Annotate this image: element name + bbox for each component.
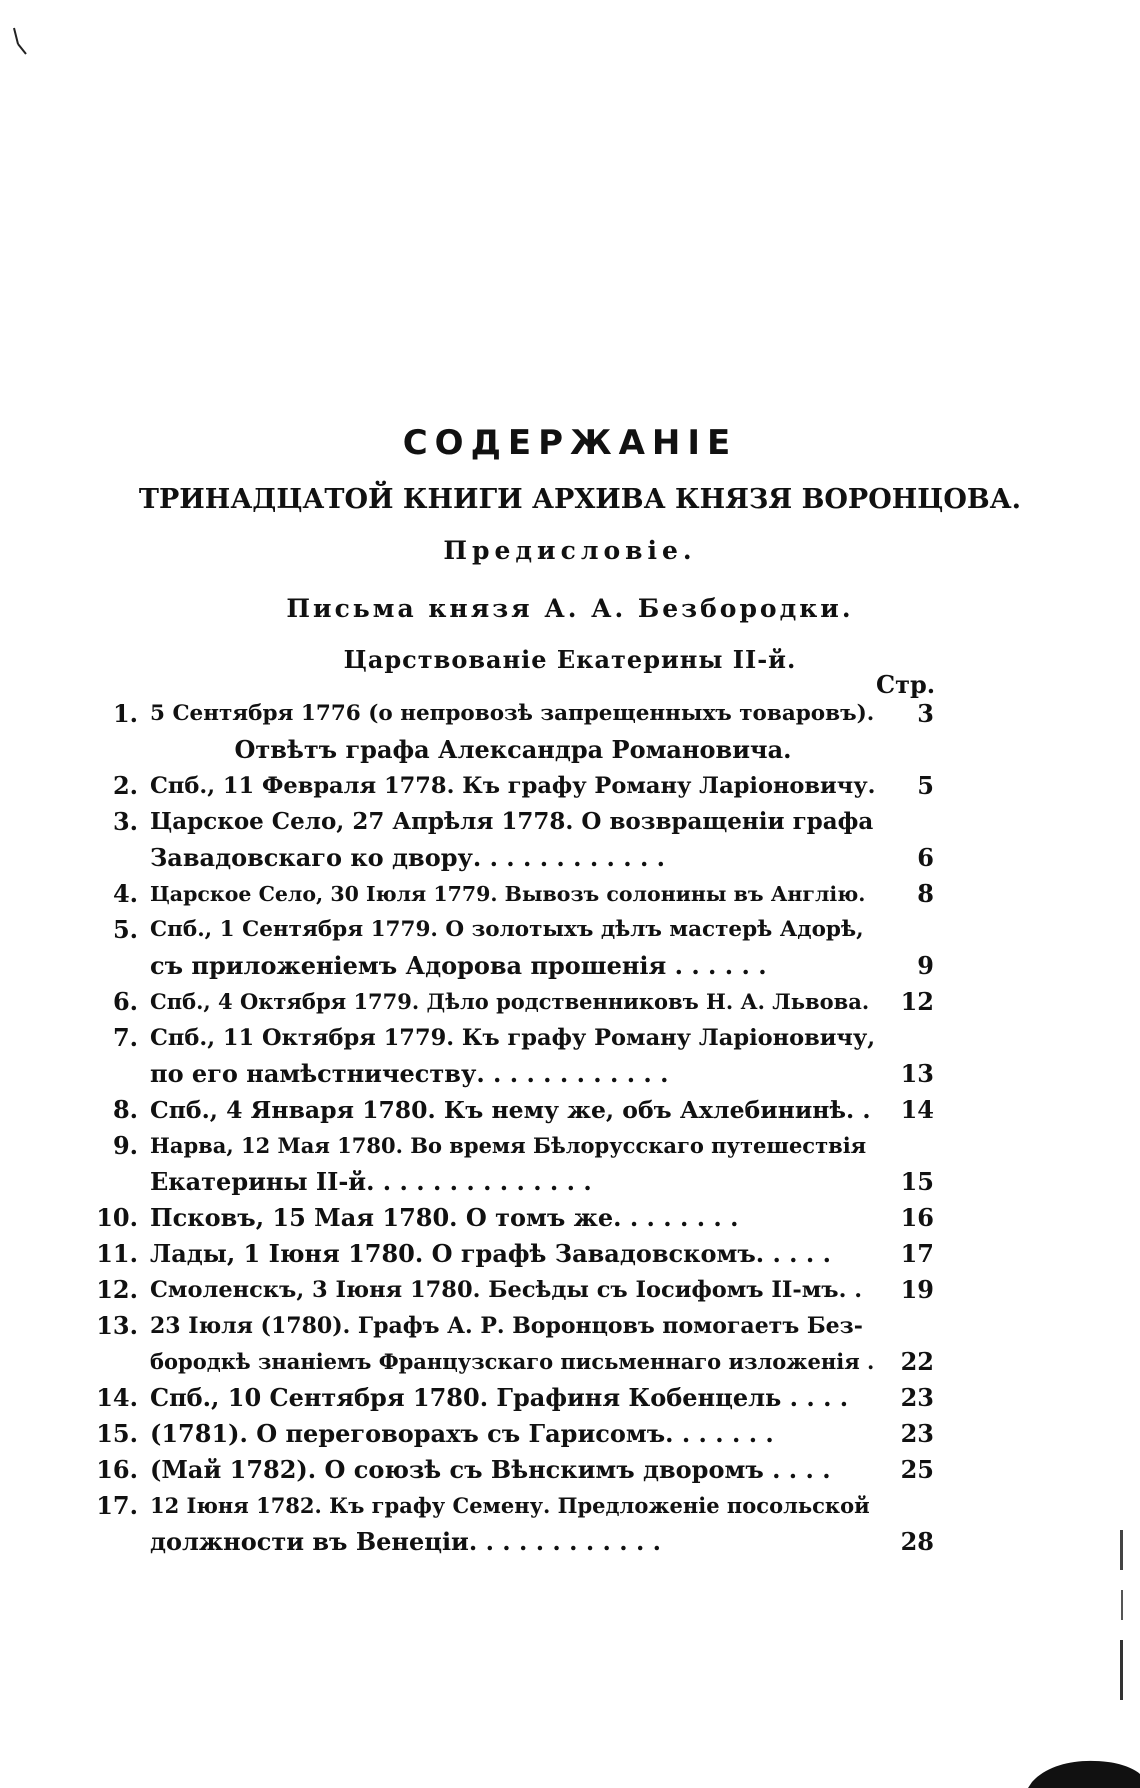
entry-text-line: Спб., 1 Сентября 1779. О золотыхъ дѣлъ мастерѣ Адорѣ, (150, 917, 864, 942)
entry-number: 6. (112, 987, 138, 1016)
letters-heading: Письма князя А. А. Безбородки. (286, 594, 854, 623)
entry-text-line: Спб., 4 Января 1780. Къ нему же, объ Ахлебининѣ. . (150, 1096, 871, 1124)
toc-entry (88, 1128, 934, 1200)
entry-number: 1. (112, 699, 138, 728)
entry-page-number: 13 (900, 1059, 934, 1088)
entry-page-number: 8 (917, 879, 934, 908)
entry-text-line: Екатерины II-й. . . . . . . . . . . . . . (150, 1167, 592, 1196)
entry-page-number: 15 (900, 1167, 934, 1196)
page-column-label: Стр. (876, 670, 936, 699)
entry-text-line: Спб., 11 Февраля 1778. Къ графу Роману Ларіоновичу. (150, 773, 876, 799)
entry-text-line: Псковъ, 15 Мая 1780. О томъ же. . . . . . . . (150, 1203, 739, 1232)
entry-text-line: Спб., 11 Октября 1779. Къ графу Роману Ларіоновичу, (150, 1025, 876, 1051)
toc-entry (88, 1272, 934, 1308)
toc-entry (88, 1488, 934, 1560)
toc-entry (88, 1380, 934, 1416)
entry-page-number: 22 (900, 1347, 934, 1376)
toc-entry (88, 912, 934, 984)
toc-entry (88, 1416, 934, 1452)
entry-text-line: Нарва, 12 Мая 1780. Во время Бѣлорусскаго путешествія (150, 1133, 867, 1158)
toc-entry (88, 804, 934, 876)
entry-text-line: по его намѣстничеству. . . . . . . . . . . . (150, 1059, 669, 1088)
entry-text-line: съ приложеніемъ Адорова прошенія . . . . . . (150, 951, 767, 980)
toc-entry (88, 696, 934, 732)
preface-heading: Предисловіе. (443, 536, 697, 565)
entry-text-line: бородкѣ знаніемъ Французскаго письменнаго изложенія . (150, 1349, 875, 1374)
entry-number: 11. (96, 1239, 138, 1268)
entry-number: 15. (96, 1419, 138, 1448)
toc-entry (88, 1452, 934, 1488)
entry-number: 9. (112, 1131, 138, 1160)
entry-page-number: 6 (917, 843, 934, 872)
margin-pencil-mark (10, 26, 30, 58)
contents-title: СОДЕРЖАНІЕ (402, 423, 738, 463)
entry-number: 5. (112, 915, 138, 944)
entry-text-line: Царское Село, 30 Іюля 1779. Вывозъ солонины въ Англію. (150, 882, 866, 906)
entry-text-line: 23 Іюля (1780). Графъ А. Р. Воронцовъ помогаетъ Без- (150, 1313, 863, 1339)
entry-number: 14. (96, 1383, 138, 1412)
entry-page-number: 25 (900, 1455, 934, 1484)
entry-text-line: Смоленскъ, 3 Іюня 1780. Бесѣды съ Іосифомъ II-мъ. . (150, 1277, 863, 1303)
entry-text-line: 5 Сентября 1776 (о непровозѣ запрещенныхъ товаровъ). (150, 701, 875, 726)
entry-page-number: 16 (900, 1203, 934, 1232)
entry-text-line: Лады, 1 Іюня 1780. О графѣ Завадовскомъ. . . . . (150, 1239, 831, 1268)
corner-blot (1028, 1744, 1140, 1788)
toc-entry (88, 1308, 934, 1380)
entry-text-line: Спб., 4 Октября 1779. Дѣло родственниковъ Н. А. Львова. (150, 989, 870, 1014)
reply-text: Отвѣтъ графа Александра Романовича. (234, 735, 792, 764)
entry-number: 2. (112, 771, 138, 800)
entry-text-line: Завадовскаго ко двору. . . . . . . . . . . . (150, 843, 666, 872)
contents-subtitle: ТРИНАДЦАТОЙ КНИГИ АРХИВА КНЯЗЯ ВОРОНЦОВА. (138, 484, 1022, 515)
table-of-contents (88, 696, 934, 1560)
toc-entry (88, 1236, 934, 1272)
entry-number: 13. (96, 1311, 138, 1340)
entry-number: 12. (96, 1275, 138, 1304)
entry-text-line: (Май 1782). О союзѣ съ Вѣнскимъ дворомъ . . . . (150, 1455, 831, 1484)
toc-entry (88, 1092, 934, 1128)
entry-page-number: 14 (900, 1095, 934, 1124)
entry-page-number: 17 (900, 1239, 934, 1268)
entry-page-number: 9 (917, 951, 934, 980)
toc-entry (88, 1200, 934, 1236)
entry-page-number: 3 (917, 699, 934, 728)
entry-number: 4. (112, 879, 138, 908)
entry-page-number: 12 (900, 987, 934, 1016)
entry-page-number: 19 (900, 1275, 934, 1304)
toc-entry (88, 768, 934, 804)
entry-text-line: Спб., 10 Сентября 1780. Графиня Кобенцель . . . . (150, 1383, 849, 1412)
toc-entry (88, 876, 934, 912)
entry-text-line: 12 Іюня 1782. Къ графу Семену. Предложеніе посольской (150, 1493, 870, 1518)
entry-text-line: Царское Село, 27 Апрѣля 1778. О возвращеніи графа (150, 808, 874, 835)
entry-text-line: (1781). О переговорахъ съ Гарисомъ. . . . . . . (150, 1419, 774, 1448)
entry-page-number: 28 (900, 1527, 934, 1556)
reign-heading: Царствованіе Екатерины II-й. (343, 645, 797, 674)
entry-number: 8. (112, 1095, 138, 1124)
entry-number: 17. (96, 1491, 138, 1520)
toc-entry (88, 984, 934, 1020)
entry-text-line: должности въ Венеціи. . . . . . . . . . . . (150, 1527, 662, 1556)
entry-number: 3. (112, 807, 138, 836)
entry-number: 7. (112, 1023, 138, 1052)
entry-page-number: 23 (900, 1383, 934, 1412)
toc-reply-line (88, 732, 934, 768)
edge-speckle (1112, 1530, 1132, 1730)
entry-page-number: 5 (917, 771, 934, 800)
entry-number: 10. (96, 1203, 138, 1232)
entry-number: 16. (96, 1455, 138, 1484)
entry-page-number: 23 (900, 1419, 934, 1448)
toc-entry (88, 1020, 934, 1092)
